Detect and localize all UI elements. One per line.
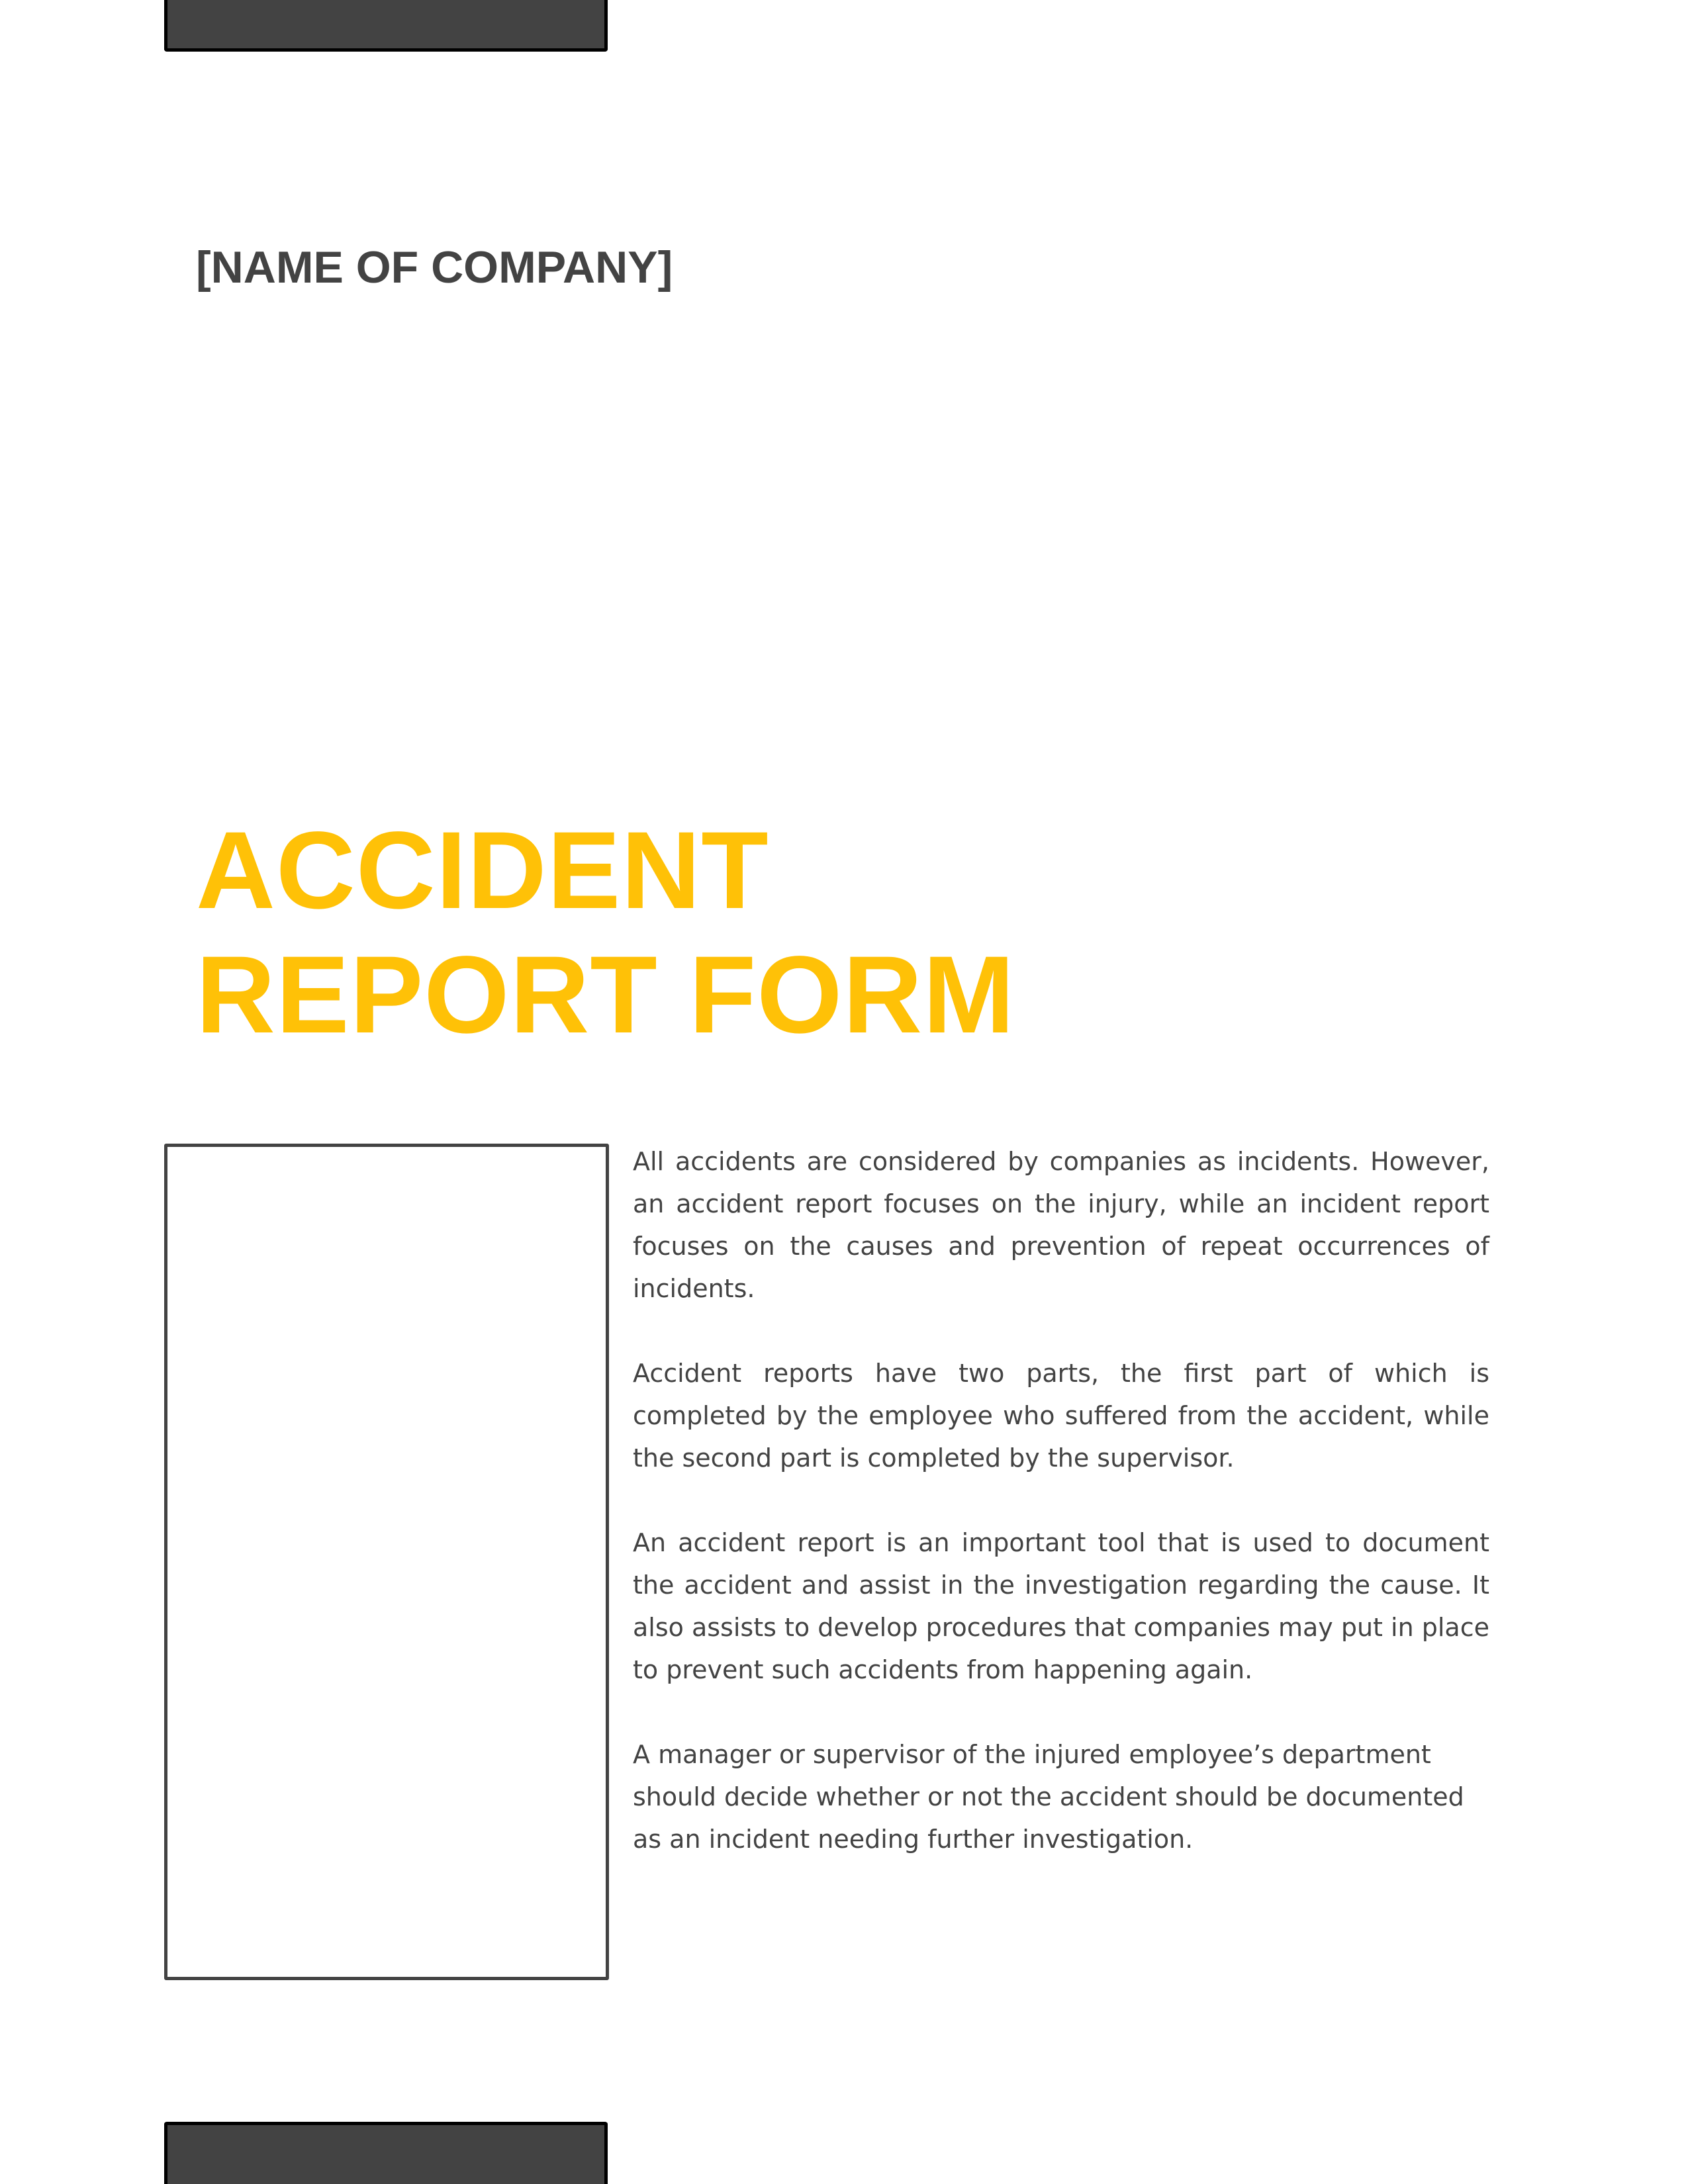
- paragraph-2: Accident reports have two parts, the first part of which is completed by the employee who suffered from the accident, while the second part is completed by the supervisor.: [633, 1359, 1489, 1473]
- paragraph-4: A manager or supervisor of the injured employee’s department should decide whether or not the accident should be documented as an incident needing further investigation.: [633, 1740, 1464, 1854]
- intro-text: [633, 1140, 1489, 1903]
- company-name: [NAME OF COMPANY]: [196, 242, 673, 293]
- title-line-2: REPORT FORM: [196, 934, 1015, 1056]
- bottom-decorative-bar: [164, 2122, 608, 2184]
- paragraph-3: An accident report is an important tool that is used to document the accident and assist in the investigation regarding the cause. It also assists to develop procedures that companies may put in place to prevent such accidents from happening again.: [633, 1528, 1489, 1684]
- image-placeholder-frame: [164, 1144, 609, 1980]
- title-line-1: ACCIDENT: [196, 809, 769, 932]
- paragraph-1: All accidents are considered by companies as incidents. However, an accident report focuses on the injury, while an incident report focuses on the causes and prevention of repeat occurrences of incidents.: [633, 1147, 1489, 1303]
- document-title: [196, 809, 1015, 1058]
- top-decorative-bar: [164, 0, 608, 52]
